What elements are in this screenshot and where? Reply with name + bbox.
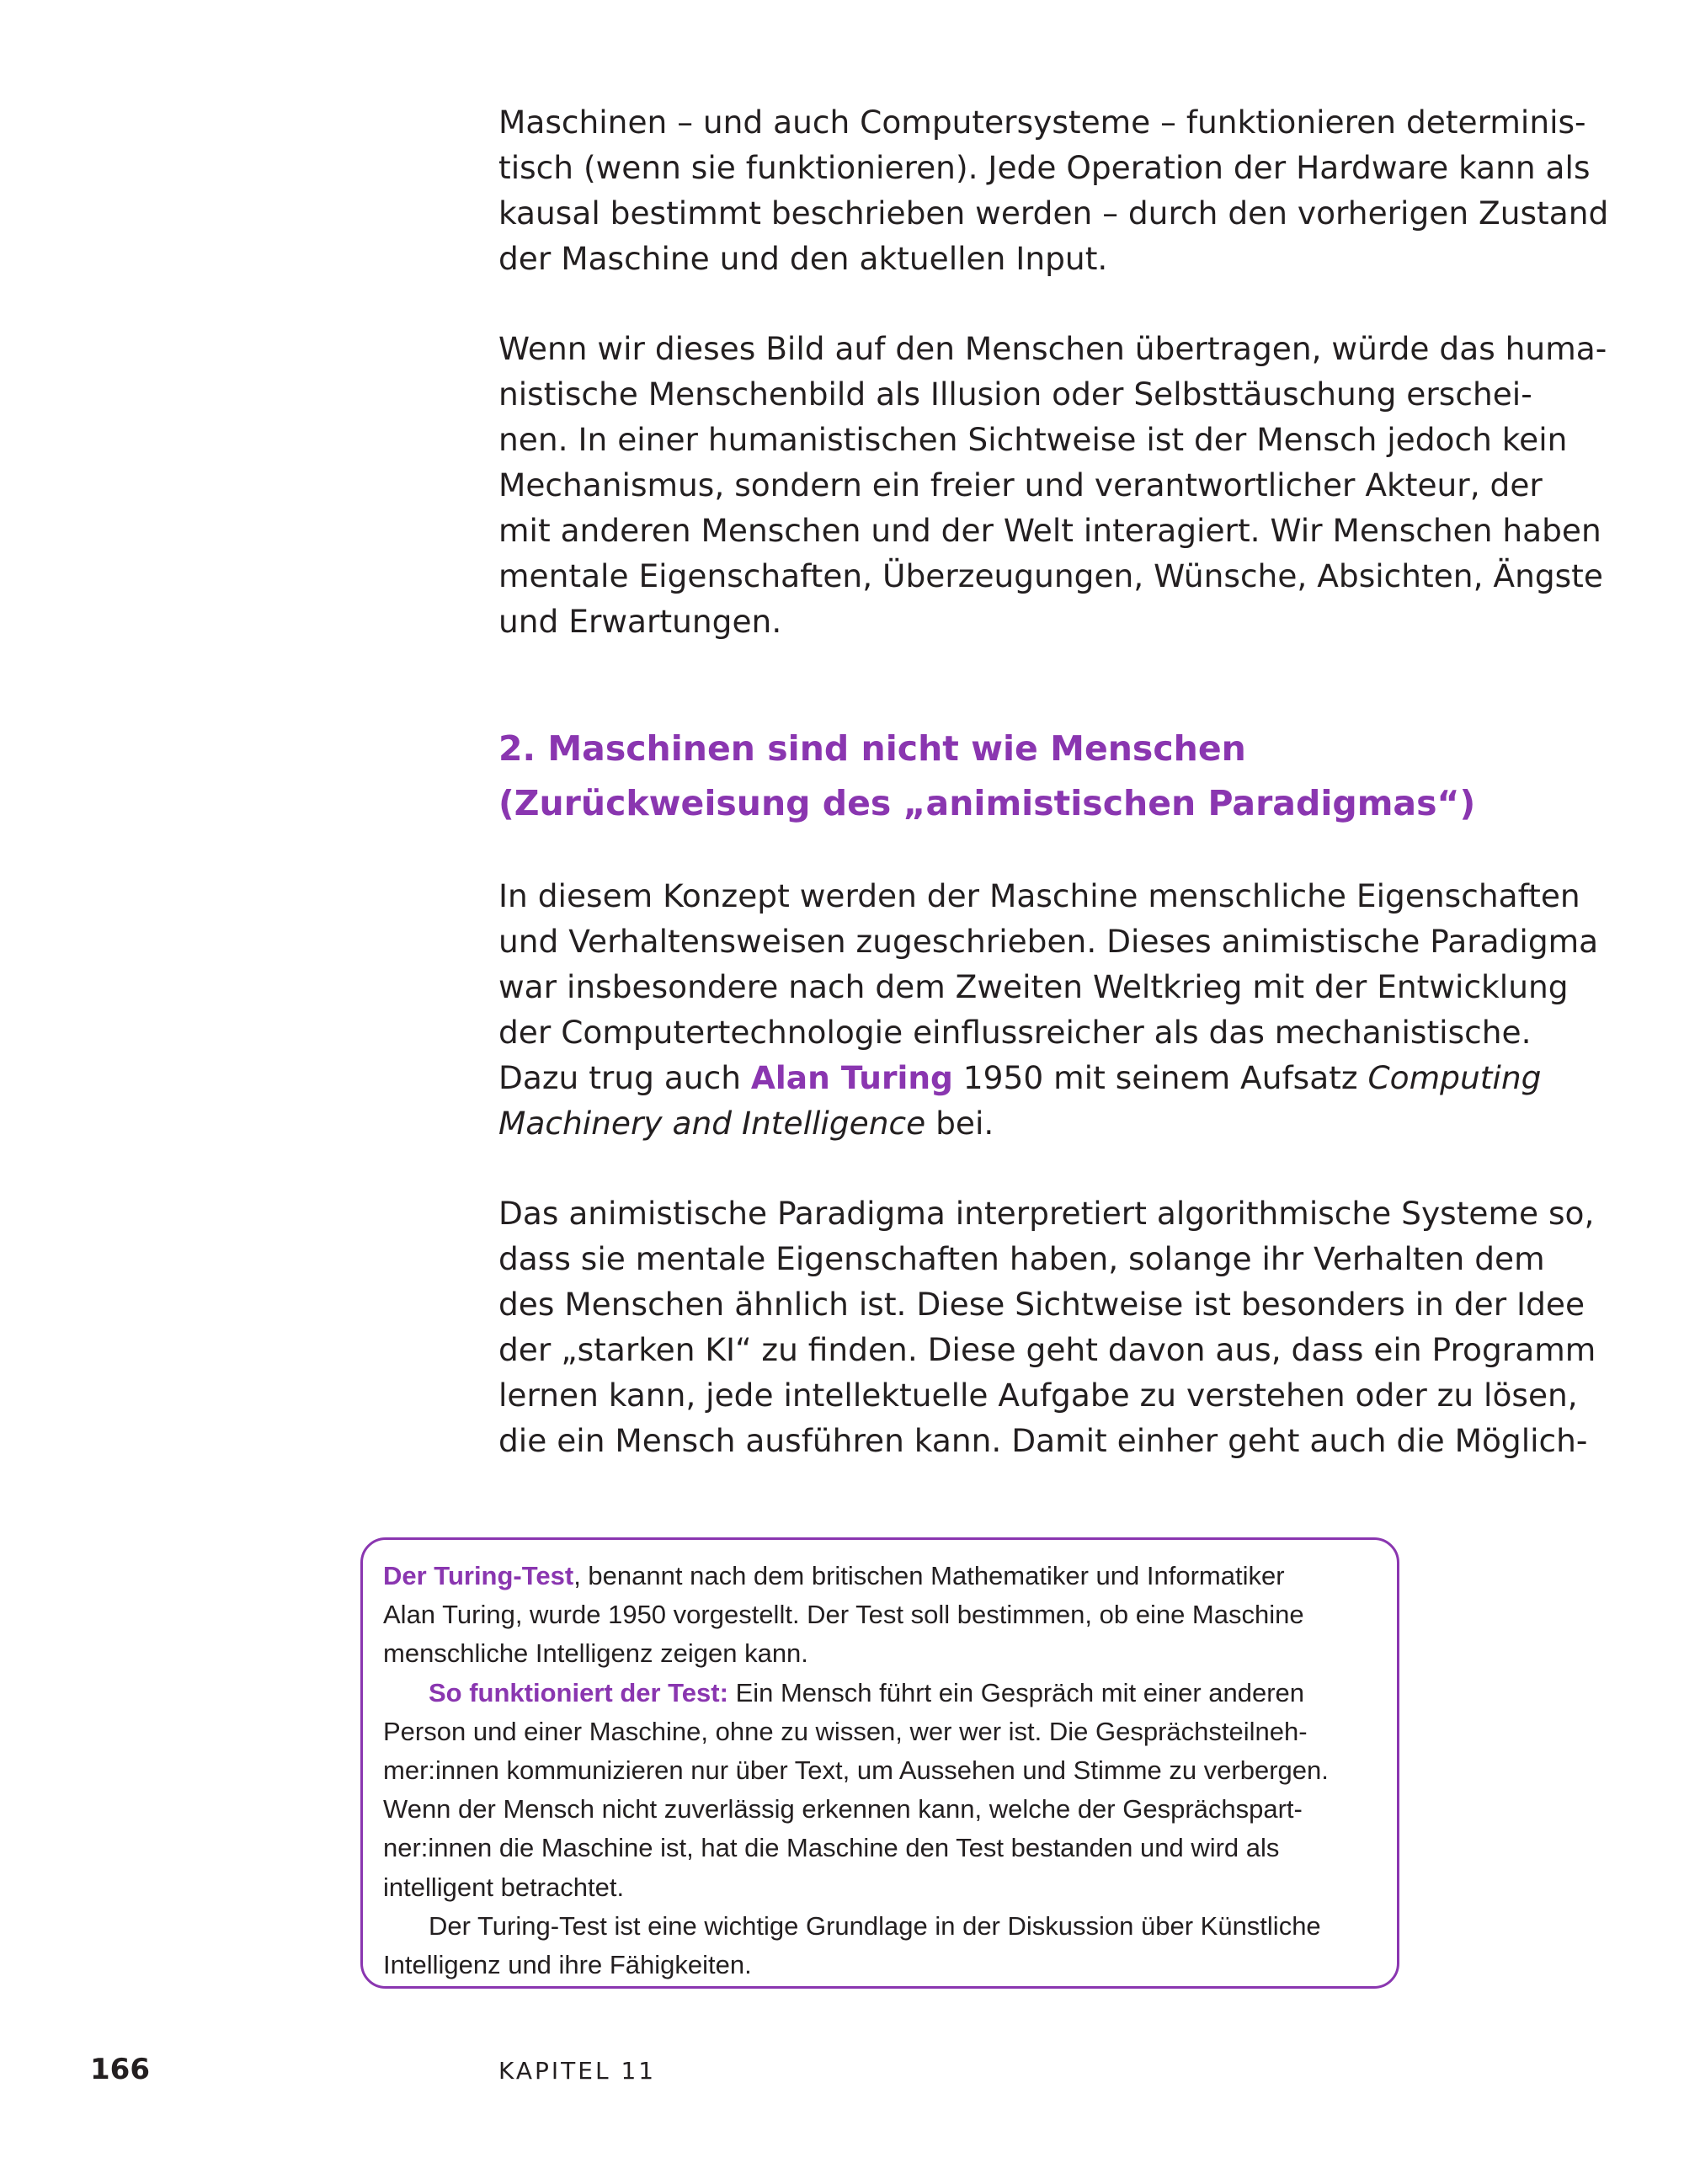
text-segment: Ein Mensch führt ein Gespräch mit einer anderen xyxy=(727,1677,1305,1707)
text-line: der Computertechnologie einflussreicher als das mechanistische. xyxy=(498,1014,1532,1051)
text-line: Alan Turing, wurde 1950 vorgestellt. Der Test soll bestimmen, ob eine Maschine xyxy=(383,1600,1304,1630)
infobox-term: Der Turing-Test xyxy=(383,1561,574,1590)
text-line: Intelligenz und ihre Fähigkeiten. xyxy=(383,1950,752,1980)
text-line xyxy=(383,1557,1377,1595)
text-line: der Maschine und den aktuellen Input. xyxy=(498,240,1108,277)
text-line: nen. In einer humanistischen Sichtweise ist der Mensch jedoch kein xyxy=(498,421,1568,458)
text-line: lernen kann, jede intellektuelle Aufgabe zu verstehen oder zu lösen, xyxy=(498,1377,1578,1414)
infobox-howto-label: So funktioniert der Test: xyxy=(429,1677,728,1707)
text-line: dass sie mentale Eigenschaften haben, solange ihr Verhalten dem xyxy=(498,1240,1545,1277)
text-line: die ein Mensch ausführen kann. Damit einher geht auch die Möglich- xyxy=(498,1422,1588,1459)
text-line: war insbesondere nach dem Zweiten Weltkrieg mit der Entwicklung xyxy=(498,968,1569,1005)
text-line: und Verhaltensweisen zugeschrieben. Dieses animistische Paradigma xyxy=(498,923,1599,960)
text-line: Wenn wir dieses Bild auf den Menschen übertragen, würde das huma- xyxy=(498,330,1607,367)
text-line: nistische Menschenbild als Illusion oder Selbsttäuschung erschei- xyxy=(498,376,1532,413)
paragraph-humanism xyxy=(498,326,1607,644)
text-line: Der Turing-Test ist eine wichtige Grundlage in der Diskussion über Künstliche xyxy=(429,1910,1321,1941)
text-line: Person und einer Maschine, ohne zu wissen, wer wer ist. Die Gesprächsteilneh- xyxy=(383,1716,1308,1746)
heading-line-1: 2. Maschinen sind nicht wie Menschen xyxy=(498,728,1246,769)
text-line: mer:innen kommunizieren nur über Text, um Aussehen und Stimme zu verbergen. xyxy=(383,1755,1329,1786)
text-line: und Erwartungen. xyxy=(498,603,782,640)
page-number: 166 xyxy=(90,2053,150,2086)
text-line: Wenn der Mensch nicht zuverlässig erkennen kann, welche der Gesprächspart- xyxy=(383,1794,1303,1824)
text-line: Maschinen – und auch Computersysteme – funktionieren determinis- xyxy=(498,104,1586,141)
paragraph-determinism xyxy=(498,99,1609,281)
heading-line-2: (Zurückweisung des „animistischen Paradigmas“) xyxy=(498,783,1476,823)
alan-turing-highlight: Alan Turing xyxy=(750,1059,953,1096)
essay-title-part-1: Computing xyxy=(1367,1059,1542,1096)
text-line xyxy=(383,1674,1377,1713)
text-segment: , benannt nach dem britischen Mathematiker und Informatiker xyxy=(573,1561,1285,1590)
text-line: mentale Eigenschaften, Überzeugungen, Wünsche, Absichten, Ängste xyxy=(498,557,1603,594)
paragraph-strong-ai xyxy=(498,1191,1596,1463)
text-segment: bei. xyxy=(925,1105,994,1142)
text-line: des Menschen ähnlich ist. Diese Sichtweise ist besonders in der Idee xyxy=(498,1286,1585,1323)
turing-test-infobox xyxy=(360,1537,1399,1989)
text-line: intelligent betrachtet. xyxy=(383,1872,625,1902)
text-segment: 1950 mit seinem Aufsatz xyxy=(952,1059,1368,1096)
section-heading xyxy=(498,722,1551,831)
main-text-column xyxy=(498,99,1609,1508)
text-line: menschliche Intelligenz zeigen kann. xyxy=(383,1638,808,1669)
text-line: Mechanismus, sondern ein freier und verantwortlicher Akteur, der xyxy=(498,466,1543,503)
essay-title-part-2: Machinery and Intelligence xyxy=(498,1105,926,1142)
text-line xyxy=(498,1100,1551,1146)
text-line: Das animistische Paradigma interpretiert algorithmische Systeme so, xyxy=(498,1195,1595,1232)
text-line: kausal bestimmt beschrieben werden – durch den vorherigen Zustand xyxy=(498,194,1609,232)
paragraph-animistic-concept xyxy=(498,873,1599,1146)
text-line xyxy=(498,1055,1551,1100)
text-line: mit anderen Menschen und der Welt interagiert. Wir Menschen haben xyxy=(498,512,1601,549)
text-line: ner:innen die Maschine ist, hat die Maschine den Test bestanden und wird als xyxy=(383,1833,1280,1863)
text-line: tisch (wenn sie funktionieren). Jede Operation der Hardware kann als xyxy=(498,149,1591,186)
text-line: der „starken KI“ zu finden. Diese geht davon aus, dass ein Programm xyxy=(498,1331,1596,1368)
text-line: In diesem Konzept werden der Maschine menschliche Eigenschaften xyxy=(498,877,1580,914)
chapter-label: KAPITEL 11 xyxy=(498,2057,657,2085)
text-segment: Dazu trug auch xyxy=(498,1059,751,1096)
